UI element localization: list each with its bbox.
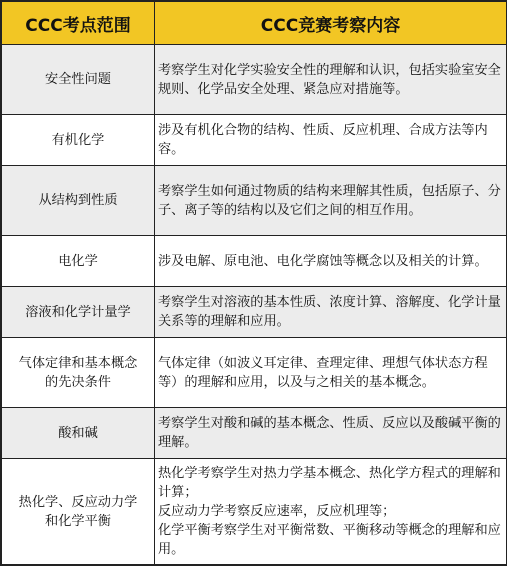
content-cell bbox=[155, 408, 507, 459]
table-row bbox=[2, 338, 507, 408]
table-row bbox=[2, 236, 507, 287]
content-cell bbox=[155, 236, 507, 287]
content-text: 考察学生对酸和碱的基本概念、性质、反应以及酸碱平衡的理解。 bbox=[158, 416, 501, 450]
table-row bbox=[2, 459, 507, 565]
exam-scope-table bbox=[1, 1, 507, 565]
topic-cell bbox=[2, 338, 155, 408]
topic-text: 气体定律和基本概念 bbox=[18, 355, 138, 371]
content-cell bbox=[155, 115, 507, 166]
topic-cell bbox=[2, 166, 155, 236]
header-content: CCC竞赛考察内容 bbox=[155, 2, 507, 45]
topic-text: 电化学 bbox=[58, 253, 98, 269]
table-row bbox=[2, 115, 507, 166]
topic-text: 酸和碱 bbox=[58, 425, 98, 441]
content-cell bbox=[155, 287, 507, 338]
topic-cell bbox=[2, 287, 155, 338]
table-row bbox=[2, 45, 507, 115]
content-cell bbox=[155, 459, 507, 565]
topic-text: 的先决条件 bbox=[45, 374, 111, 390]
content-text: 考察学生如何通过物质的结构来理解其性质，包括原子、分子、离子等的结构以及它们之间的相互作用。 bbox=[158, 183, 501, 218]
topic-text: 溶液和化学计量学 bbox=[25, 304, 131, 320]
content-cell bbox=[155, 45, 507, 115]
content-text: 气体定律（如波义耳定律、查理定律、理想气体状态方程等）的理解和应用，以及与之相关的基本概念。 bbox=[158, 355, 488, 390]
topic-text: 从结构到性质 bbox=[38, 193, 118, 208]
content-cell bbox=[155, 166, 507, 236]
topic-cell bbox=[2, 45, 155, 115]
content-text: 考察学生对化学实验安全性的理解和认识，包括实验室安全规则、化学品安全处理、紧急应对措施等。 bbox=[158, 62, 501, 97]
content-text: 涉及有机化合物的结构、性质、反应机理、合成方法等内容。 bbox=[158, 123, 488, 157]
table-row bbox=[2, 166, 507, 236]
content-cell bbox=[155, 338, 507, 408]
topic-cell bbox=[2, 408, 155, 459]
table-header-row bbox=[2, 2, 507, 45]
topic-cell bbox=[2, 115, 155, 166]
table-row bbox=[2, 287, 507, 338]
content-text: 反应动力学考察反应速率，反应机理等； bbox=[158, 504, 396, 519]
topic-cell bbox=[2, 459, 155, 565]
table-row bbox=[2, 408, 507, 459]
content-text: 化学平衡考察学生对平衡常数、平衡移动等概念的理解和应用。 bbox=[158, 523, 501, 557]
content-text: 考察学生对溶液的基本性质、浓度计算、溶解度、化学计量关系等的理解和应用。 bbox=[158, 295, 501, 329]
topic-text: 有机化学 bbox=[51, 132, 105, 148]
content-text: 涉及电解、原电池、电化学腐蚀等概念以及相关的计算。 bbox=[158, 253, 488, 269]
topic-text: 热化学、反应动力学 bbox=[18, 494, 138, 510]
content-text: 热化学考察学生对热力学基本概念、热化学方程式的理解和计算； bbox=[158, 466, 501, 500]
topic-text: 和化学平衡 bbox=[45, 513, 111, 529]
header-scope: CCC考点范围 bbox=[2, 2, 155, 45]
topic-text: 安全性问题 bbox=[45, 72, 111, 87]
topic-cell bbox=[2, 236, 155, 287]
